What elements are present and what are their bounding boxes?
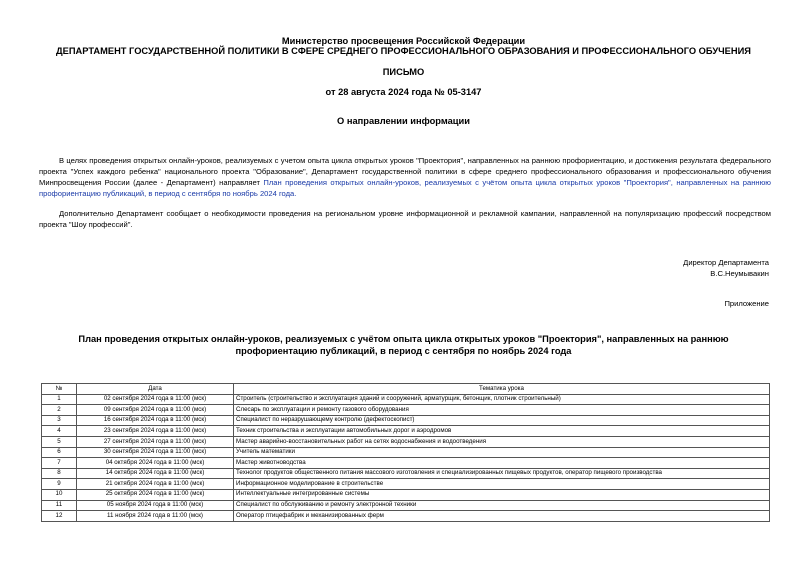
row-topic: Интеллектуальные интегрированные системы: [234, 489, 770, 500]
row-date: 05 ноября 2024 года в 11:00 (мск): [77, 500, 234, 511]
row-date: 30 сентября 2024 года в 11:00 (мск): [77, 447, 234, 458]
table-row: [42, 500, 770, 511]
table-row: [42, 426, 770, 437]
paragraph-1-text: В целях проведения открытых онлайн-уроков, реализуемых с учетом опыта цикла открытых уроков "Проектория", направленных на раннюю профориентацию, и достижения результата федерального проекта "Успех каждого ребенка" национального проекта "Образование", Департамент государственной политики в сфере среднего профессионального образования и профессионального обучения Минпросвещения России (далее - Департамент) направляет: [39, 156, 771, 187]
document-date-number: от 28 августа 2024 года № 05-3147: [325, 87, 482, 97]
table-row: [42, 447, 770, 458]
row-date: 02 сентября 2024 года в 11:00 (мск): [77, 394, 234, 405]
plan-table-body: [42, 394, 770, 521]
table-row: [42, 415, 770, 426]
table-row: [42, 511, 770, 522]
table-row: [42, 489, 770, 500]
appendix-label: Приложение: [724, 299, 769, 308]
ministry-name: Министерство просвещения Российской Федерации: [281, 36, 526, 46]
row-topic: Специалист по обслуживанию и ремонту электронной техники: [234, 500, 770, 511]
plan-link[interactable]: План проведения открытых онлайн-уроков, реализуемых с учётом опыта цикла открытых уроков "Проектория", направленных на раннюю профориентацию публикаций, в период с сентября по ноябрь 2024 года.: [39, 178, 771, 198]
row-date: 11 ноября 2024 года в 11:00 (мск): [77, 511, 234, 522]
row-date: 16 сентября 2024 года в 11:00 (мск): [77, 415, 234, 426]
plan-table: [41, 383, 770, 522]
table-row: [42, 394, 770, 405]
row-topic: Технолог продуктов общественного питания массового изготовления и специализированных пищевых продуктов, оператор пищевого производства: [234, 468, 770, 479]
row-number: 10: [42, 489, 77, 500]
row-date: 23 сентября 2024 года в 11:00 (мск): [77, 426, 234, 437]
row-number: 2: [42, 405, 77, 416]
table-row: [42, 468, 770, 479]
table-row: [42, 405, 770, 416]
row-topic: Техник строительства и эксплуатации автомобильных дорог и аэродромов: [234, 426, 770, 437]
row-number: 7: [42, 458, 77, 469]
row-date: 25 октября 2024 года в 11:00 (мск): [77, 489, 234, 500]
row-number: 4: [42, 426, 77, 437]
row-topic: Оператор птицефабрик и механизированных ферм: [234, 511, 770, 522]
row-topic: Мастер аварийно-восстановительных работ на сетях водоснабжения и водоотведения: [234, 436, 770, 447]
row-number: 8: [42, 468, 77, 479]
table-row: [42, 479, 770, 490]
row-topic: Строитель (строительство и эксплуатация зданий и сооружений, арматурщик, бетонщик, плотник строительный): [234, 394, 770, 405]
row-number: 11: [42, 500, 77, 511]
row-date: 04 октября 2024 года в 11:00 (мск): [77, 458, 234, 469]
document-subject: О направлении информации: [337, 116, 470, 126]
row-date: 09 сентября 2024 года в 11:00 (мск): [77, 405, 234, 416]
row-number: 3: [42, 415, 77, 426]
table-header-row: [42, 384, 770, 395]
row-topic: Слесарь по эксплуатации и ремонту газового оборудования: [234, 405, 770, 416]
document-type: ПИСЬМО: [382, 67, 425, 77]
department-name: ДЕПАРТАМЕНТ ГОСУДАРСТВЕННОЙ ПОЛИТИКИ В СФЕРЕ СРЕДНЕГО ПРОФЕССИОНАЛЬНОГО ОБРАЗОВАНИЯ И ПРОФЕССИОНАЛЬНОГО ОБУЧЕНИЯ: [56, 46, 751, 56]
row-number: 6: [42, 447, 77, 458]
body-paragraph-2: Дополнительно Департамент сообщает о необходимости проведения на региональном уровне информационной и рекламной кампании, направленной на популяризацию профессий посредством проекта "Шоу профессий".: [39, 209, 771, 229]
signer-name: В.С.Неумывакин: [710, 268, 769, 278]
row-topic: Учитель математики: [234, 447, 770, 458]
row-number: 1: [42, 394, 77, 405]
row-topic: Информационное моделирование в строительстве: [234, 479, 770, 490]
row-topic: Специалист по неразрушающему контролю (дефектоскопист): [234, 415, 770, 426]
row-number: 5: [42, 436, 77, 447]
row-topic: Мастер животноводства: [234, 458, 770, 469]
column-header-topic: Тематика урока: [234, 384, 770, 395]
row-number: 12: [42, 511, 77, 522]
row-date: 27 сентября 2024 года в 11:00 (мск): [77, 436, 234, 447]
column-header-number: №: [42, 384, 77, 395]
table-row: [42, 436, 770, 447]
row-date: 21 октября 2024 года в 11:00 (мск): [77, 479, 234, 490]
plan-title: План проведения открытых онлайн-уроков, реализуемых с учётом опыта цикла открытых уроков "Проектория", направленных на раннюю профориентацию публикаций, в период с сентября по ноябрь 2024 года: [78, 334, 729, 356]
row-date: 14 октября 2024 года в 11:00 (мск): [77, 468, 234, 479]
signature-block: [683, 258, 769, 279]
body-paragraph-1: [39, 155, 771, 199]
row-number: 9: [42, 479, 77, 490]
table-row: [42, 458, 770, 469]
signer-position: Директор Департамента: [683, 258, 769, 267]
column-header-date: Дата: [77, 384, 234, 395]
